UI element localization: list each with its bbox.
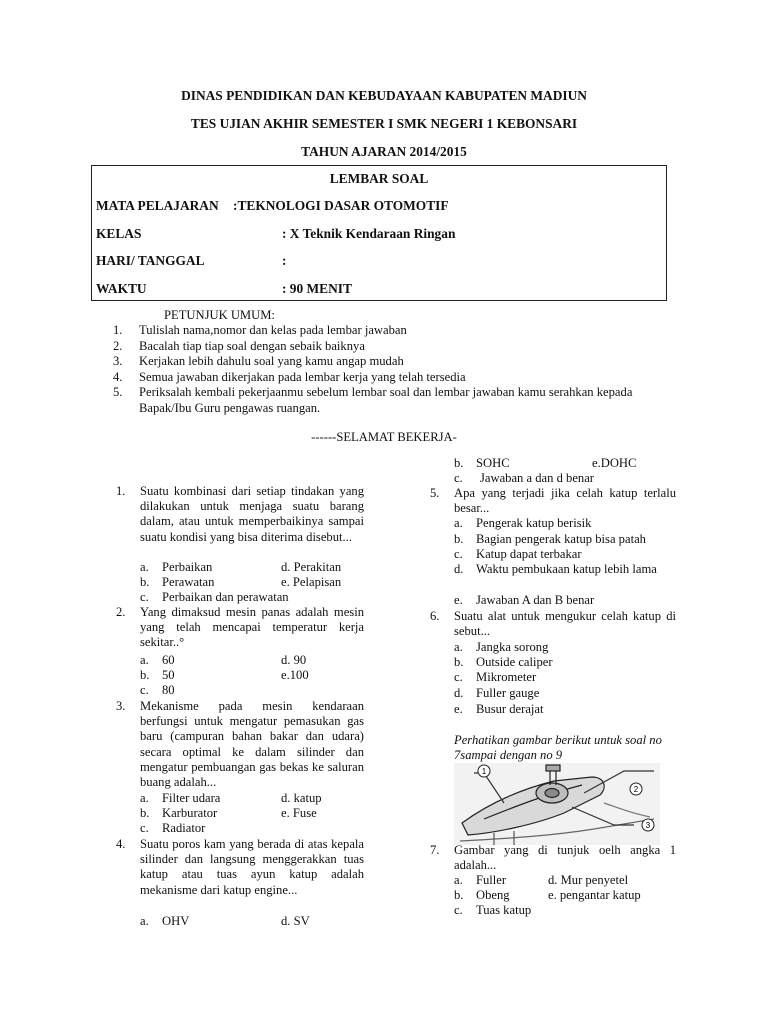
option-letter: b. [454, 888, 464, 902]
question-stem: Mekanisme pada mesin kendaraan berfungsi untuk mengatur pemasukan gas baru (campuran bahan bakar dan udara) secara optimal ke dalam silinder dan mengatur pembuangan gas bekas ke saluran buang adalah... [140, 699, 364, 790]
option-e[interactable]: e. Fuse [281, 806, 317, 820]
question-number: 1. [116, 484, 126, 498]
option-letter: a. [140, 791, 149, 805]
question-7 [430, 843, 676, 873]
question-3 [116, 699, 364, 791]
question-number: 6. [430, 609, 440, 623]
option-letter: a. [454, 516, 463, 530]
option-text: SOHC [476, 456, 510, 470]
option-e[interactable]: e.100 [281, 668, 309, 682]
option-text: Karburator [162, 806, 218, 820]
question-number: 5. [430, 486, 440, 500]
option-letter: b. [140, 668, 150, 682]
question-5 [430, 486, 676, 516]
info-label: HARI/ TANGGAL [96, 253, 205, 268]
option-letter: a. [454, 640, 463, 654]
question-stem: Suatu poros kam yang berada di atas kepala silinder dan langsung menggerakkan tuas katup atau tuas ayun katup adalah mekanisme dari katup engine... [140, 837, 364, 897]
figure-label-2: 2 [633, 785, 639, 794]
option-letter: a. [140, 560, 149, 574]
exam-info-box [91, 165, 667, 301]
question-stem: Apa yang terjadi jika celah katup terlalu besar... [454, 486, 676, 516]
option-text: Obeng [476, 888, 510, 902]
option-text: Waktu pembukaan katup lebih lama [476, 562, 657, 576]
figure-instruction: Perhatikan gambar berikut untuk soal no 7sampai dengan no 9 [454, 733, 662, 763]
box-title: LEMBAR SOAL [329, 171, 429, 186]
option-letter: c. [140, 590, 149, 604]
option-letter: b. [454, 655, 464, 669]
option-d[interactable]: d. Perakitan [281, 560, 342, 574]
instruction-number: 2. [113, 339, 123, 353]
option-text: Fuller [476, 873, 507, 887]
option-letter: a. [140, 653, 149, 667]
header-agency: DINAS PENDIDIKAN DAN KEBUDAYAAN KABUPATEN MADIUN [181, 88, 587, 103]
option-letter: d. [454, 686, 464, 700]
option-text: Katup dapat terbakar [476, 547, 582, 561]
option-letter: c. [140, 683, 149, 697]
option-e[interactable]: e. Pelapisan [281, 575, 342, 589]
question-stem: Yang dimaksud mesin panas adalah mesin yang telah mencapai temperatur kerja sekitar..° [140, 605, 364, 650]
option-letter: b. [454, 532, 464, 546]
question-number: 4. [116, 837, 126, 851]
option-letter: c. [454, 547, 463, 561]
question-1 [116, 484, 364, 562]
option-letter: b. [454, 456, 464, 470]
option-letter: b. [140, 575, 150, 589]
option-d[interactable] [454, 562, 676, 592]
option-letter: e. [454, 593, 463, 607]
option-text: Perbaikan [162, 560, 213, 574]
figure-label-3: 3 [645, 821, 651, 830]
option-d[interactable]: d. 90 [281, 653, 307, 667]
option-text: Mikrometer [476, 670, 537, 684]
instruction-text: Periksalah kembali pekerjaanmu sebelum lembar soal dan lembar jawaban kamu serahkan kepada Bapak/Ibu Guru pengawas ruangan. [139, 385, 633, 415]
question-number: 2. [116, 605, 126, 619]
option-text: Busur derajat [476, 702, 544, 716]
question-stem: Gambar yang di tunjuk oelh angka 1 adalah... [454, 843, 676, 873]
instruction-number: 3. [113, 354, 123, 368]
header-school-year: TAHUN AJARAN 2014/2015 [301, 144, 467, 159]
option-text: Outside caliper [476, 655, 553, 669]
option-text: 60 [162, 653, 175, 667]
option-d[interactable]: d. SV [281, 914, 310, 928]
option-text: Perawatan [162, 575, 215, 589]
info-value: :TEKNOLOGI DASAR OTOMOTIF [233, 198, 449, 213]
instruction-text: Kerjakan lebih dahulu soal yang kamu angap mudah [139, 354, 404, 368]
info-value: : X Teknik Kendaraan Ringan [282, 226, 456, 241]
option-text: Bagian pengerak katup bisa patah [476, 532, 646, 546]
question-6 [430, 609, 676, 639]
question-4 [116, 837, 364, 913]
question-2 [116, 605, 364, 653]
option-letter: b. [140, 806, 150, 820]
info-value: : [282, 253, 287, 268]
option-letter: d. [454, 562, 464, 576]
option-text: 50 [162, 668, 175, 682]
info-label: MATA PELAJARAN [96, 198, 219, 213]
option-text: Fuller gauge [476, 686, 540, 700]
option-text: Jawaban a dan d benar [480, 471, 594, 485]
instruction-number: 4. [113, 370, 123, 384]
question-stem: Suatu alat untuk mengukur celah katup di sebut... [454, 609, 676, 639]
option-text: Filter udara [162, 791, 221, 805]
question-number: 3. [116, 699, 126, 713]
option-text: Jawaban A dan B benar [476, 593, 595, 607]
instruction-text: Tulislah nama,nomor dan kelas pada lembar jawaban [139, 323, 407, 337]
instruction-text: Semua jawaban dikerjakan pada lembar kerja yang telah tersedia [139, 370, 466, 384]
info-label: WAKTU [96, 281, 147, 296]
option-text: OHV [162, 914, 190, 928]
option-e[interactable]: e.DOHC [592, 456, 637, 470]
option-d[interactable]: d. Mur penyetel [548, 873, 629, 887]
option-text: Jangka sorong [476, 640, 549, 654]
option-text: Tuas katup [476, 903, 532, 917]
info-value: : 90 MENIT [282, 281, 352, 296]
rocker-arm-figure [454, 763, 660, 845]
option-e[interactable]: e. pengantar katup [548, 888, 641, 902]
question-stem: Suatu kombinasi dari setiap tindakan yang dilakukan untuk menjaga suatu barang dalam, atau untuk memperbaikinya sampai suatu kondisi yang bisa diterima disebut... [140, 484, 364, 544]
option-letter: e. [454, 702, 463, 716]
option-letter: c. [454, 670, 463, 684]
option-letter: a. [140, 914, 149, 928]
option-letter: c. [454, 471, 463, 485]
instruction-number: 5. [113, 385, 123, 399]
figure-label-1: 1 [481, 767, 487, 776]
option-letter: c. [140, 821, 149, 835]
option-text: Radiator [162, 821, 206, 835]
header-exam-title: TES UJIAN AKHIR SEMESTER I SMK NEGERI 1 KEBONSARI [190, 116, 578, 131]
instructions-title: PETUNJUK UMUM: [164, 308, 275, 322]
good-luck-line: ------SELAMAT BEKERJA- [311, 430, 457, 444]
option-text: 80 [162, 683, 175, 697]
instruction-text: Bacalah tiap tiap soal dengan sebaik baiknya [139, 339, 365, 353]
info-label: KELAS [96, 226, 142, 241]
question-number: 7. [430, 843, 440, 857]
option-letter: a. [454, 873, 463, 887]
instruction-number: 1. [113, 323, 123, 337]
option-d[interactable]: d. katup [281, 791, 322, 805]
option-text: Perbaikan dan perawatan [162, 590, 289, 604]
option-letter: c. [454, 903, 463, 917]
option-text: Pengerak katup berisik [476, 516, 592, 530]
